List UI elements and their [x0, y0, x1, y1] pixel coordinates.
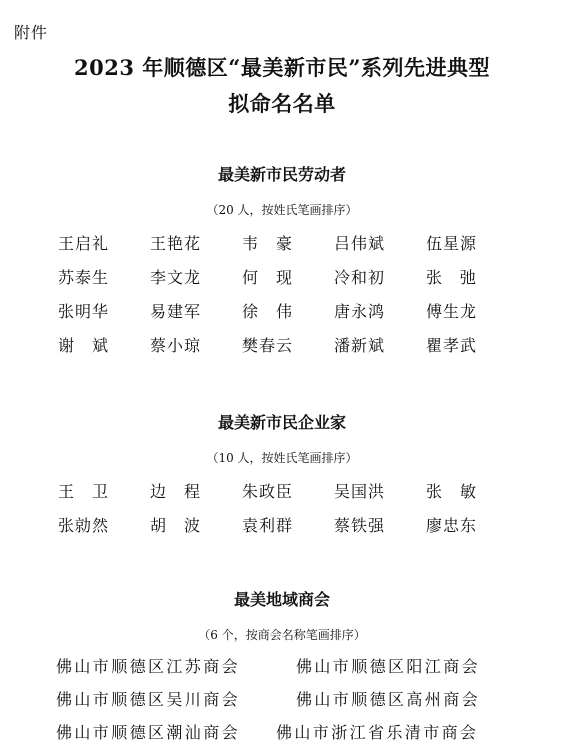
- chambers-name-list: [56, 655, 516, 745]
- name-entry: 韦 豪: [242, 234, 294, 253]
- name-entry: 李文龙: [150, 268, 202, 287]
- name-entry: 边 程: [150, 482, 202, 501]
- name-entry: 冷和初: [334, 268, 386, 287]
- name-entry: 朱政臣: [242, 482, 294, 501]
- name-entry: 廖忠东: [426, 516, 478, 535]
- entrepreneurs-name-list: [58, 480, 518, 538]
- section-heading-chambers: 最美地域商会: [233, 590, 330, 609]
- name-entry: 王启礼: [58, 234, 110, 253]
- document-title-line-1: 2023 年顺德区“最美新市民”系列先进典型: [74, 55, 490, 80]
- name-entry: 唐永鸿: [334, 302, 386, 321]
- name-entry: 王 卫: [58, 482, 110, 501]
- name-entry: 张 弛: [426, 268, 478, 287]
- name-entry: 潘新斌: [334, 336, 386, 355]
- name-entry: 徐 伟: [242, 302, 294, 321]
- chamber-entry: 佛山市顺德区高州商会: [296, 690, 481, 709]
- chamber-entry: 佛山市浙江省乐清市商会: [276, 723, 479, 742]
- document-title-line-2: 拟命名名单: [228, 91, 336, 116]
- name-entry: 谢 斌: [58, 336, 110, 355]
- section-note-workers: （20 人，按姓氏笔画排序）: [206, 203, 358, 217]
- name-entry: 张明华: [58, 302, 110, 321]
- name-entry: 胡 波: [150, 516, 202, 535]
- name-entry: 张勍然: [58, 516, 110, 535]
- name-entry: 何 现: [242, 268, 294, 287]
- name-entry: 王艳花: [150, 234, 202, 253]
- name-entry: 易建军: [150, 302, 202, 321]
- name-entry: 袁利群: [242, 516, 294, 535]
- name-entry: 吴国洪: [334, 482, 386, 501]
- name-entry: 蔡小琼: [150, 336, 202, 355]
- name-entry: 蔡铁强: [334, 516, 386, 535]
- name-entry: 樊春云: [242, 336, 294, 355]
- attachment-label: 附件: [14, 23, 49, 42]
- name-entry: 瞿孝武: [426, 336, 478, 355]
- name-entry: 傅生龙: [426, 302, 478, 321]
- section-note-chambers: （6 个，按商会名称笔画排序）: [198, 628, 366, 642]
- chamber-entry: 佛山市顺德区阳江商会: [296, 657, 481, 676]
- section-note-entrepreneurs: （10 人，按姓氏笔画排序）: [206, 451, 358, 465]
- workers-name-list: [58, 232, 518, 358]
- name-entry: 伍星源: [426, 234, 478, 253]
- section-heading-workers: 最美新市民劳动者: [217, 165, 346, 184]
- chamber-entry: 佛山市顺德区吴川商会: [56, 690, 241, 709]
- chamber-entry: 佛山市顺德区江苏商会: [56, 657, 241, 676]
- name-entry: 苏泰生: [58, 268, 110, 287]
- name-entry: 张 敏: [426, 482, 478, 501]
- section-heading-entrepreneurs: 最美新市民企业家: [217, 413, 346, 432]
- name-entry: 吕伟斌: [334, 234, 386, 253]
- chamber-entry: 佛山市顺德区潮汕商会: [56, 723, 241, 742]
